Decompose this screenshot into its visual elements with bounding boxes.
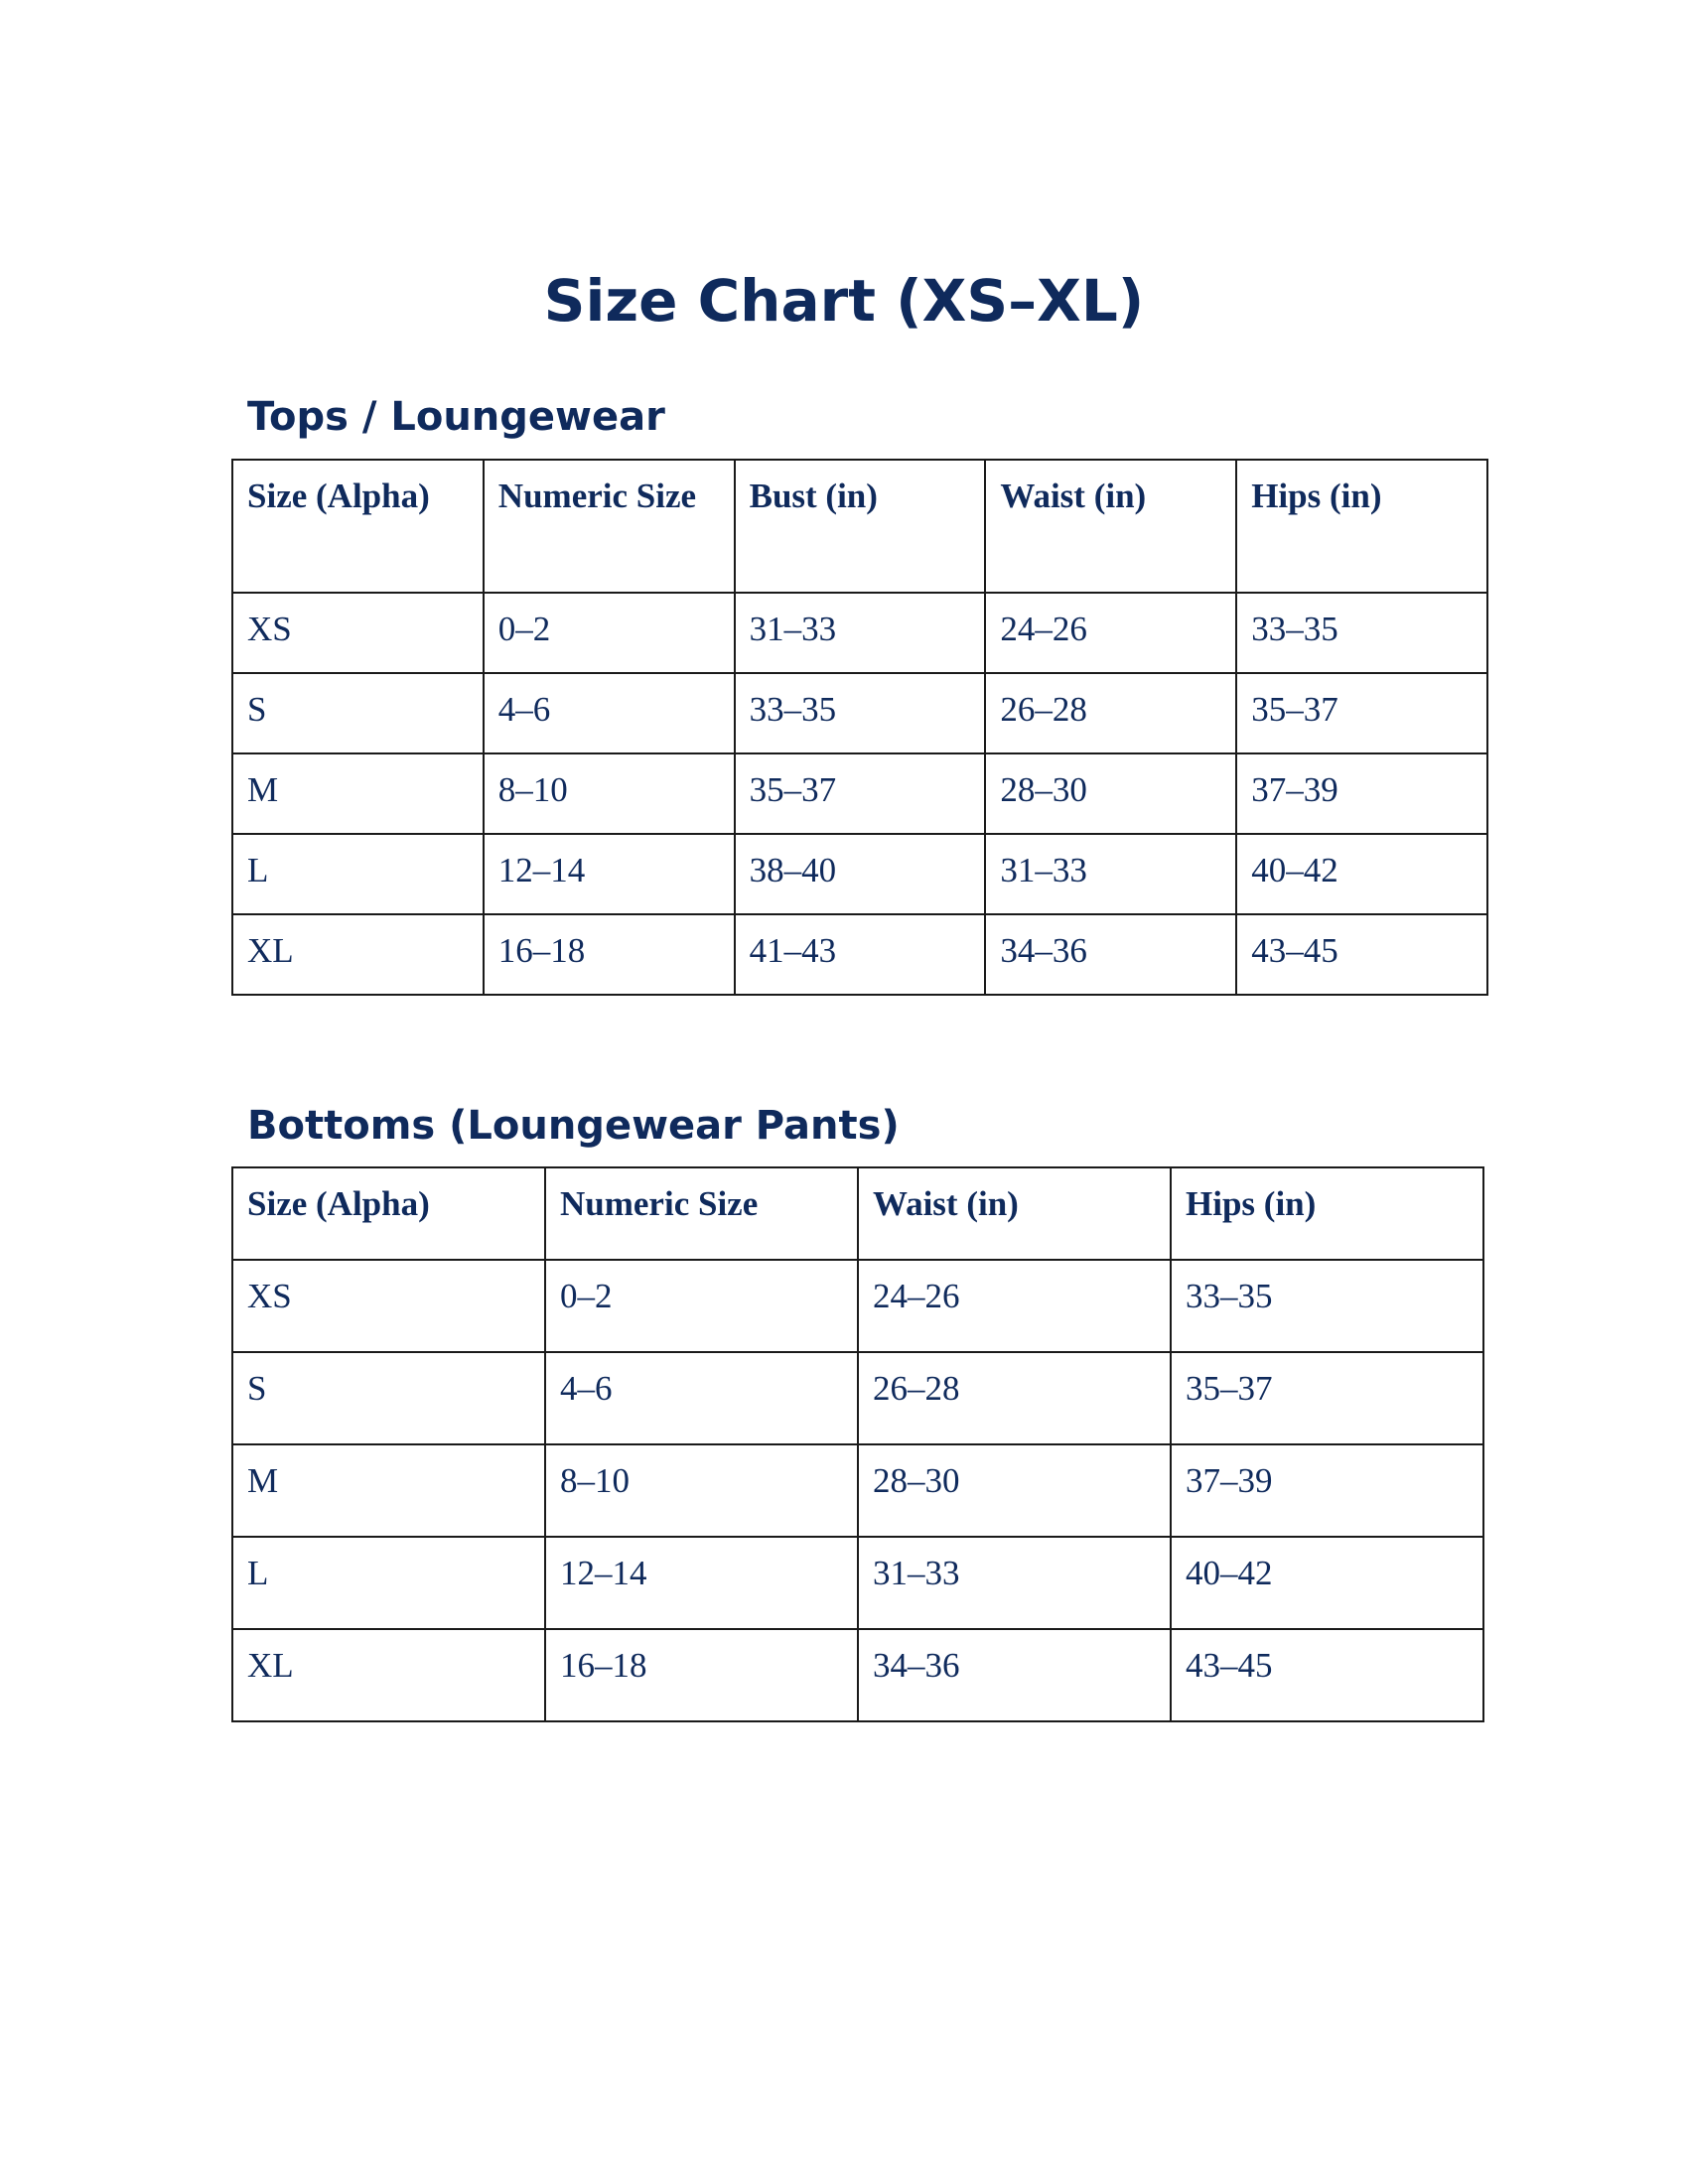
table-header-row [232, 1167, 1483, 1260]
table-row [232, 1537, 1483, 1629]
column-header-size-alpha: Size (Alpha) [232, 460, 484, 593]
table-cell: 35–37 [1236, 673, 1487, 753]
table-cell: 0–2 [545, 1260, 858, 1352]
column-header-size-alpha: Size (Alpha) [232, 1167, 545, 1260]
table-cell: 31–33 [985, 834, 1236, 914]
table-cell: 24–26 [858, 1260, 1171, 1352]
table-cell: 24–26 [985, 593, 1236, 673]
table-cell: 34–36 [858, 1629, 1171, 1721]
table-cell: 16–18 [484, 914, 735, 995]
bottoms-size-table [231, 1166, 1484, 1722]
table-cell: 8–10 [484, 753, 735, 834]
table-cell: M [232, 1444, 545, 1537]
table-row [232, 673, 1487, 753]
table-cell: 4–6 [484, 673, 735, 753]
table-cell: 40–42 [1171, 1537, 1483, 1629]
table-cell: 37–39 [1171, 1444, 1483, 1537]
table-cell: 38–40 [735, 834, 986, 914]
column-header-waist: Waist (in) [858, 1167, 1171, 1260]
table-cell: S [232, 673, 484, 753]
column-header-hips: Hips (in) [1171, 1167, 1483, 1260]
table-row [232, 1352, 1483, 1444]
table-cell: 4–6 [545, 1352, 858, 1444]
table-cell: XL [232, 1629, 545, 1721]
column-header-numeric-size: Numeric Size [545, 1167, 858, 1260]
table-cell: 12–14 [545, 1537, 858, 1629]
column-header-numeric-size: Numeric Size [484, 460, 735, 593]
table-cell: XS [232, 593, 484, 673]
table-cell: 33–35 [735, 673, 986, 753]
table-header-row [232, 460, 1487, 593]
table-cell: 31–33 [858, 1537, 1171, 1629]
table-row [232, 834, 1487, 914]
table-cell: 8–10 [545, 1444, 858, 1537]
tops-size-table [231, 459, 1488, 996]
table-row [232, 593, 1487, 673]
table-cell: M [232, 753, 484, 834]
table-cell: 28–30 [858, 1444, 1171, 1537]
tops-section-title: Tops / Loungewear [247, 394, 665, 440]
table-cell: 12–14 [484, 834, 735, 914]
page-title: Size Chart (XS–XL) [543, 267, 1145, 335]
table-cell: 43–45 [1236, 914, 1487, 995]
table-row [232, 1260, 1483, 1352]
table-cell: 28–30 [985, 753, 1236, 834]
table-cell: 26–28 [985, 673, 1236, 753]
table-cell: 43–45 [1171, 1629, 1483, 1721]
table-cell: S [232, 1352, 545, 1444]
table-row [232, 1629, 1483, 1721]
column-header-waist: Waist (in) [985, 460, 1236, 593]
table-cell: XS [232, 1260, 545, 1352]
table-cell: 35–37 [735, 753, 986, 834]
table-cell: 40–42 [1236, 834, 1487, 914]
table-cell: 33–35 [1236, 593, 1487, 673]
table-row [232, 914, 1487, 995]
table-cell: 33–35 [1171, 1260, 1483, 1352]
bottoms-section-title: Bottoms (Loungewear Pants) [247, 1103, 900, 1149]
table-row [232, 753, 1487, 834]
table-cell: XL [232, 914, 484, 995]
table-cell: 41–43 [735, 914, 986, 995]
table-cell: 34–36 [985, 914, 1236, 995]
table-cell: 37–39 [1236, 753, 1487, 834]
table-cell: 35–37 [1171, 1352, 1483, 1444]
table-cell: 0–2 [484, 593, 735, 673]
table-cell: L [232, 1537, 545, 1629]
table-cell: 26–28 [858, 1352, 1171, 1444]
table-cell: L [232, 834, 484, 914]
table-row [232, 1444, 1483, 1537]
table-cell: 16–18 [545, 1629, 858, 1721]
column-header-bust: Bust (in) [735, 460, 986, 593]
table-cell: 31–33 [735, 593, 986, 673]
column-header-hips: Hips (in) [1236, 460, 1487, 593]
